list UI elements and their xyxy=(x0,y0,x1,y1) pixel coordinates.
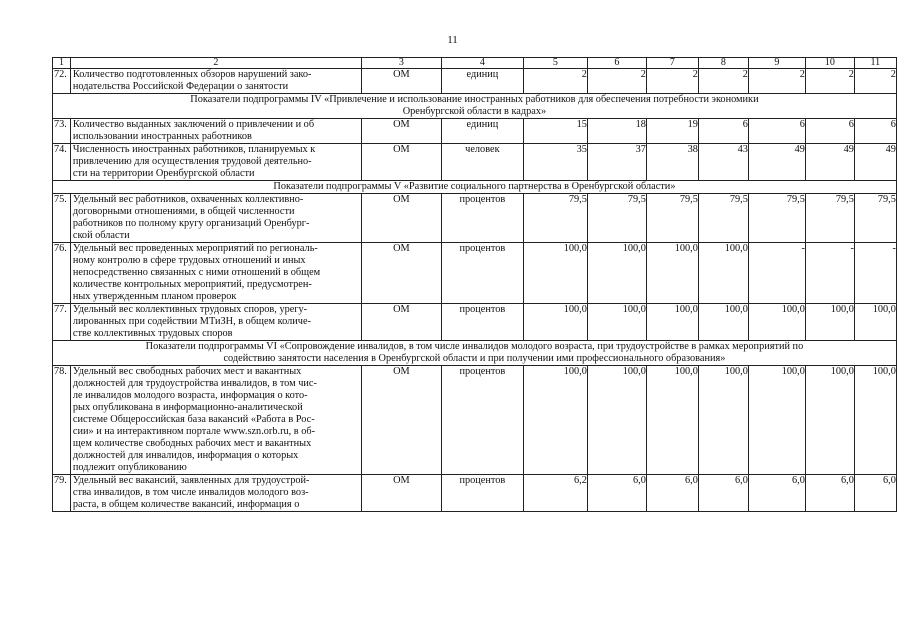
text-line: Удельный вес свободных рабочих мест и вакантных xyxy=(72,366,302,377)
column-header: 8 xyxy=(698,58,748,69)
indicator-type: ОМ xyxy=(361,366,441,475)
text-line: системе Общероссийская база вакансий «Работа в Рос- xyxy=(72,414,315,425)
indicator-name xyxy=(70,144,361,181)
value-cell: 6 xyxy=(698,119,748,144)
value-cell: 6,0 xyxy=(587,475,646,512)
text-line: подлежит опубликованию xyxy=(72,462,187,473)
column-header: 1 xyxy=(53,58,71,69)
value-cell: 79,5 xyxy=(805,194,854,243)
value-cell: 100,0 xyxy=(646,304,698,341)
value-cell: 2 xyxy=(854,69,896,94)
value-cell: 6 xyxy=(854,119,896,144)
section-row xyxy=(53,94,897,119)
row-number: 77. xyxy=(53,304,71,341)
column-header: 2 xyxy=(70,58,361,69)
text-line: Удельный вес работников, охваченных коллективно- xyxy=(72,194,304,205)
table-row xyxy=(53,366,897,475)
row-number: 75. xyxy=(53,194,71,243)
value-cell: 79,5 xyxy=(748,194,805,243)
text-line: содействию занятости населения в Оренбургской области и при получении ими профессионального образования» xyxy=(223,353,726,364)
text-line: Численность иностранных работников, планируемых к xyxy=(72,144,316,155)
value-cell: 2 xyxy=(587,69,646,94)
value-cell: 18 xyxy=(587,119,646,144)
indicator-type: ОМ xyxy=(361,304,441,341)
value-cell: 79,5 xyxy=(698,194,748,243)
text-line: сии» и на интерактивном портале www.szn.orb.ru, в об- xyxy=(72,426,316,437)
value-cell: 37 xyxy=(587,144,646,181)
value-cell: 79,5 xyxy=(854,194,896,243)
value-cell: 100,0 xyxy=(523,304,587,341)
unit: единиц xyxy=(441,69,523,94)
unit: человек xyxy=(441,144,523,181)
value-cell: 100,0 xyxy=(587,243,646,304)
value-cell: 2 xyxy=(805,69,854,94)
value-cell: 6,0 xyxy=(854,475,896,512)
value-cell: 15 xyxy=(523,119,587,144)
table-row xyxy=(53,144,897,181)
value-cell: 6,2 xyxy=(523,475,587,512)
table-row xyxy=(53,69,897,94)
text-line: ле инвалидов молодого возраста, информация о кото- xyxy=(72,390,308,401)
column-header: 10 xyxy=(805,58,854,69)
row-number: 76. xyxy=(53,243,71,304)
text-line: ства инвалидов, в том числе инвалидов молодого воз- xyxy=(72,487,309,498)
value-cell: 79,5 xyxy=(646,194,698,243)
row-number: 78. xyxy=(53,366,71,475)
value-cell: 100,0 xyxy=(698,304,748,341)
unit: процентов xyxy=(441,366,523,475)
unit: процентов xyxy=(441,304,523,341)
column-header: 7 xyxy=(646,58,698,69)
text-line: щем количестве свободных рабочих мест и вакантных xyxy=(72,438,312,449)
text-line: Показатели подпрограммы IV «Привлечение и использование иностранных работников для обеспечения потребности экономики xyxy=(190,94,759,105)
text-line: рых опубликована в информационно-аналитической xyxy=(72,402,303,413)
value-cell: 43 xyxy=(698,144,748,181)
indicator-name xyxy=(70,366,361,475)
indicator-type: ОМ xyxy=(361,119,441,144)
section-row xyxy=(53,181,897,194)
text-line: Количество выданных заключений о привлечении и об xyxy=(72,119,315,130)
value-cell: 49 xyxy=(805,144,854,181)
text-line: привлечению для осуществления трудовой деятельно- xyxy=(72,156,312,167)
unit: единиц xyxy=(441,119,523,144)
text-line: раста, в общем количестве вакансий, информация о xyxy=(72,499,300,510)
text-line: ных утвержденным планом проверок xyxy=(72,291,237,302)
value-cell: 100,0 xyxy=(748,366,805,475)
indicator-type: ОМ xyxy=(361,194,441,243)
column-header: 3 xyxy=(361,58,441,69)
table-row xyxy=(53,243,897,304)
table-row xyxy=(53,475,897,512)
text-line: лированных при содействии МТиЗН, в общем количе- xyxy=(72,316,311,327)
value-cell: 2 xyxy=(748,69,805,94)
table-row xyxy=(53,119,897,144)
value-cell: 100,0 xyxy=(523,366,587,475)
text-line: нодательства Российской Федерации о занятости xyxy=(72,81,289,92)
column-header: 5 xyxy=(523,58,587,69)
value-cell: 6 xyxy=(805,119,854,144)
value-cell: 100,0 xyxy=(748,304,805,341)
section-title xyxy=(53,181,897,194)
text-line: работников по полному кругу организаций Оренбург- xyxy=(72,218,310,229)
text-line: ской области xyxy=(72,230,130,241)
text-line: договорными отношениями, в общей численности xyxy=(72,206,295,217)
text-line: Удельный вес коллективных трудовых споров, урегу- xyxy=(72,304,308,315)
text-line: Удельный вес проведенных мероприятий по региональ- xyxy=(72,243,318,254)
value-cell: 100,0 xyxy=(805,304,854,341)
text-line: сти на территории Оренбургской области xyxy=(72,168,255,179)
value-cell: 6,0 xyxy=(805,475,854,512)
table-row xyxy=(53,194,897,243)
value-cell: 100,0 xyxy=(587,304,646,341)
indicator-name xyxy=(70,194,361,243)
column-header: 11 xyxy=(854,58,896,69)
value-cell: 6,0 xyxy=(646,475,698,512)
row-number: 79. xyxy=(53,475,71,512)
text-line: Количество подготовленных обзоров нарушений зако- xyxy=(72,69,312,80)
indicator-type: ОМ xyxy=(361,69,441,94)
value-cell: 49 xyxy=(854,144,896,181)
section-row xyxy=(53,341,897,366)
value-cell: 49 xyxy=(748,144,805,181)
indicator-name xyxy=(70,243,361,304)
text-line: непосредственно связанных с ними отношений в общем xyxy=(72,267,321,278)
column-header: 9 xyxy=(748,58,805,69)
value-cell: 6,0 xyxy=(698,475,748,512)
value-cell: - xyxy=(854,243,896,304)
value-cell: 100,0 xyxy=(698,243,748,304)
indicators-table xyxy=(52,57,897,512)
text-line: должностей для трудоустройства инвалидов, в том чис- xyxy=(72,378,317,389)
value-cell: 2 xyxy=(646,69,698,94)
value-cell: 6 xyxy=(748,119,805,144)
table-row xyxy=(53,304,897,341)
text-line: Показатели подпрограммы VI «Сопровождение инвалидов, в том числе инвалидов молодого возраста, при трудоустройстве в рамках мероприятий по xyxy=(145,341,804,352)
indicator-name xyxy=(70,69,361,94)
value-cell: 38 xyxy=(646,144,698,181)
value-cell: 100,0 xyxy=(854,304,896,341)
value-cell: 2 xyxy=(523,69,587,94)
indicator-name xyxy=(70,119,361,144)
value-cell: 100,0 xyxy=(587,366,646,475)
row-number: 72. xyxy=(53,69,71,94)
text-line: ному контролю в сфере трудовых отношений и иных xyxy=(72,255,306,266)
indicator-name xyxy=(70,304,361,341)
unit: процентов xyxy=(441,243,523,304)
text-line: количестве контрольных мероприятий, предусмотрен- xyxy=(72,279,312,290)
value-cell: - xyxy=(805,243,854,304)
column-header: 4 xyxy=(441,58,523,69)
indicator-type: ОМ xyxy=(361,475,441,512)
text-line: Показатели подпрограммы V «Развитие социального партнерства в Оренбургской области» xyxy=(273,181,676,192)
header-row xyxy=(53,58,897,69)
row-number: 74. xyxy=(53,144,71,181)
column-header: 6 xyxy=(587,58,646,69)
text-line: стве коллективных трудовых споров xyxy=(72,328,233,339)
indicator-type: ОМ xyxy=(361,243,441,304)
value-cell: 79,5 xyxy=(523,194,587,243)
text-line: использовании иностранных работников xyxy=(72,131,252,142)
indicator-name xyxy=(70,475,361,512)
value-cell: 19 xyxy=(646,119,698,144)
text-line: должностей для инвалидов, информация о которых xyxy=(72,450,299,461)
value-cell: 100,0 xyxy=(698,366,748,475)
value-cell: 6,0 xyxy=(748,475,805,512)
unit: процентов xyxy=(441,475,523,512)
value-cell: 79,5 xyxy=(587,194,646,243)
text-line: Удельный вес вакансий, заявленных для трудоустрой- xyxy=(72,475,310,486)
value-cell: - xyxy=(748,243,805,304)
value-cell: 35 xyxy=(523,144,587,181)
value-cell: 100,0 xyxy=(646,366,698,475)
unit: процентов xyxy=(441,194,523,243)
page-number: 11 xyxy=(447,34,458,46)
text-line: Оренбургской области в кадрах» xyxy=(402,106,547,117)
section-title xyxy=(53,94,897,119)
value-cell: 100,0 xyxy=(523,243,587,304)
value-cell: 100,0 xyxy=(646,243,698,304)
value-cell: 2 xyxy=(698,69,748,94)
indicator-type: ОМ xyxy=(361,144,441,181)
row-number: 73. xyxy=(53,119,71,144)
section-title xyxy=(53,341,897,366)
value-cell: 100,0 xyxy=(854,366,896,475)
value-cell: 100,0 xyxy=(805,366,854,475)
